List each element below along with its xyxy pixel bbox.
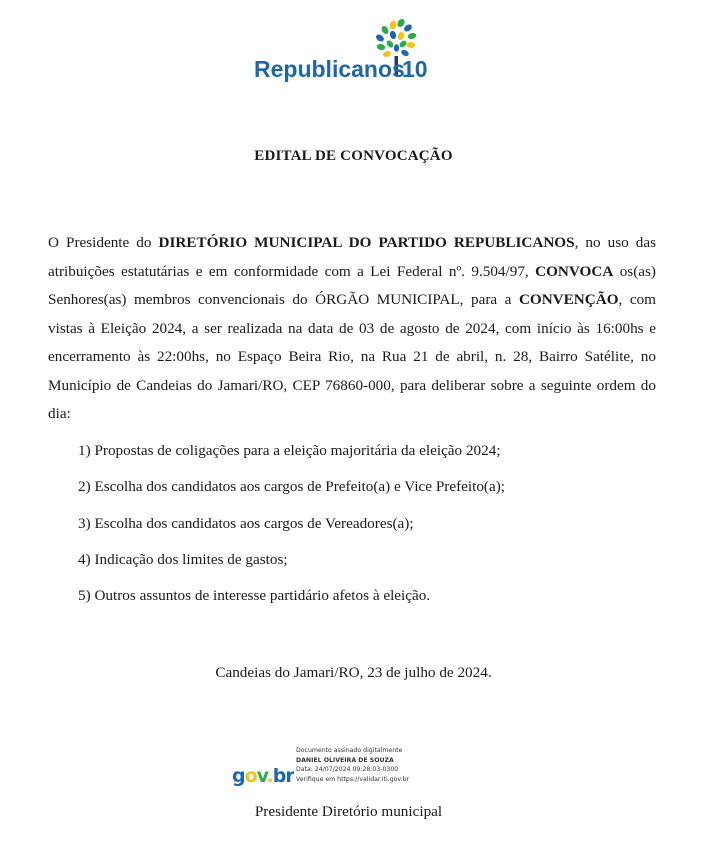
- signer-name: DANIEL OLIVEIRA DE SOUZA: [296, 756, 394, 764]
- signer-role: Presidente Diretório municipal: [254, 803, 443, 820]
- agenda-item: 2) Escolha dos candidatos aos cargos de Prefeito(a) e Vice Prefeito(a);: [78, 478, 505, 496]
- signature-details: [296, 746, 409, 784]
- signature-verify-link: Verifique em https://validar.iti.gov.br: [296, 775, 410, 783]
- paragraph-bold-convoca: CONVOCA: [535, 262, 614, 280]
- govbr-logo: [232, 760, 294, 788]
- republicanos-logo: [254, 14, 439, 86]
- paragraph-text-1: O Presidente do: [48, 234, 159, 251]
- agenda-item: 4) Indicação dos limites de gastos;: [78, 550, 288, 568]
- signature-date: Data: 24/07/2024 09:28:03-0300: [296, 766, 399, 773]
- logo-number: 10: [402, 56, 428, 82]
- logo-wordmark: Republicanos: [254, 56, 405, 82]
- place-and-date: Candeias do Jamari/RO, 23 de julho de 2024.: [215, 664, 492, 681]
- republicanos-logo-graphic: [254, 14, 439, 86]
- paragraph-text-2: , no uso das atribuições estatutárias e em conformidade com a Lei Federal nº. 9.504/97,: [48, 234, 657, 280]
- paragraph-text-4: , com vistas à Eleição 2024, a ser realizada na data de 03 de agosto de 2024, com início às 16:00hs e encerramento às 22:00hs, no Espaço Beira Rio, na Rua 21 de abril, n. 28, Bairro Satélite, no Município de Candeias do Jamari/RO, CEP 76860-000, para deliberar sobre a seguinte ordem do dia:: [48, 291, 656, 422]
- tree-leaves-icon: [375, 17, 417, 58]
- paragraph-bold-convencao: CONVENÇÃO: [518, 291, 619, 308]
- convocation-paragraph: [48, 229, 656, 429]
- signature-caption: Documento assinado digitalmente: [296, 747, 403, 754]
- paragraph-text-3: os(as) Senhores(as) membros convencionais do ÓRGÃO MUNICIPAL, para a: [48, 262, 656, 308]
- agenda-list: [78, 441, 505, 622]
- document-title: EDITAL DE CONVOCAÇÃO: [254, 148, 453, 164]
- govbr-logo-text: gov.br: [232, 765, 294, 787]
- paragraph-bold-directory: DIRETÓRIO MUNICIPAL DO PARTIDO REPUBLICANOS: [158, 234, 575, 251]
- digital-signature-stamp: [232, 746, 462, 794]
- agenda-item: 3) Escolha dos candidatos aos cargos de Vereadores(a);: [78, 514, 414, 532]
- agenda-item: 5) Outros assuntos de interesse partidário afetos à eleição.: [78, 587, 431, 605]
- agenda-item: 1) Propostas de coligações para a eleição majoritária da eleição 2024;: [78, 442, 501, 459]
